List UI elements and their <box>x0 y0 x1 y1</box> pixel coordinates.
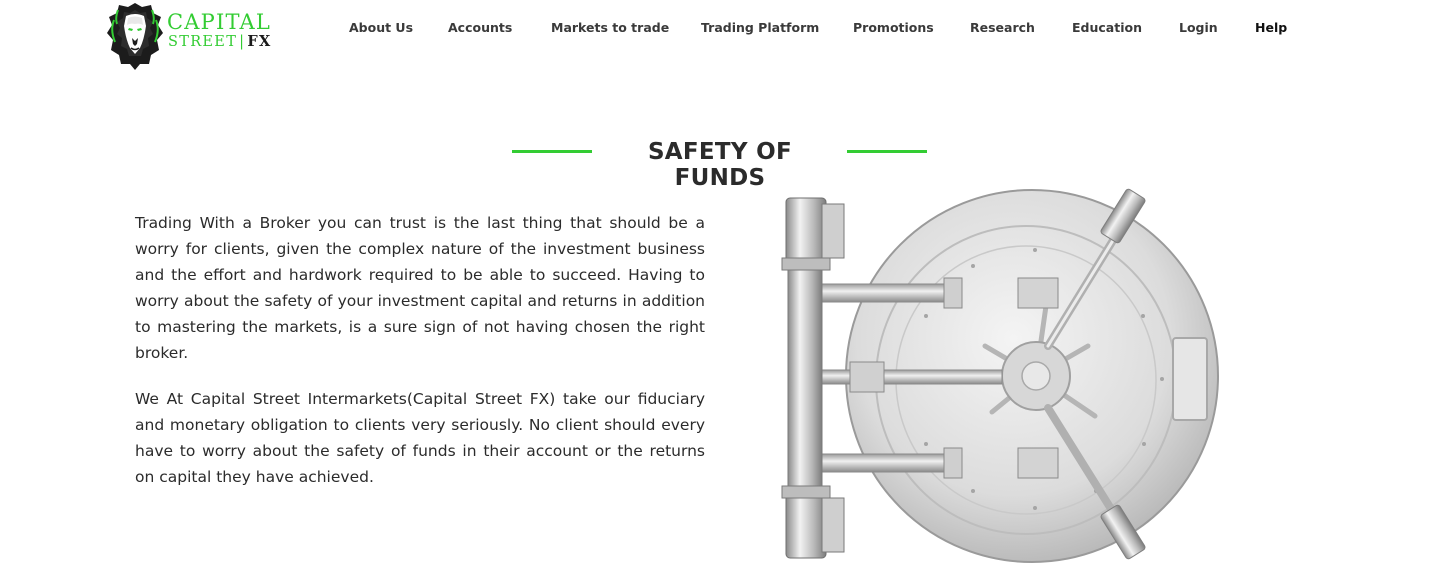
nav-education[interactable]: Education <box>1072 20 1142 35</box>
brand-name-fx: FX <box>247 33 272 50</box>
brand-name-street-fx <box>168 35 272 50</box>
nav-promotions[interactable]: Promotions <box>853 20 934 35</box>
brand-separator: | <box>239 34 246 50</box>
title-divider-left <box>512 150 592 153</box>
nav-markets-to-trade[interactable]: Markets to trade <box>551 20 670 35</box>
brand-name-capital: CAPITAL <box>167 10 272 34</box>
site-header <box>0 0 1440 72</box>
brand-name-street: STREET <box>168 34 238 50</box>
vault-door-image <box>730 186 1330 586</box>
nav-about-us[interactable]: About Us <box>349 20 414 35</box>
nav-trading-platform[interactable]: Trading Platform <box>701 20 820 35</box>
nav-accounts[interactable]: Accounts <box>448 20 513 35</box>
brand-logo[interactable] <box>106 0 271 72</box>
nav-login[interactable]: Login <box>1179 20 1218 35</box>
title-divider-right <box>847 150 927 153</box>
lion-logo-icon <box>106 0 164 72</box>
nav-help[interactable]: Help <box>1255 20 1288 35</box>
intro-paragraph: Trading With a Broker you can trust is the last thing that should be a worry for clients, given the complex nature of the investment business and the effort and hardwork required to be able to succeed. Having to worry about the safety of your investment capital and returns in addition to mastering the markets, is a sure sign of not having chosen the right broker. <box>135 214 705 362</box>
nav-research[interactable]: Research <box>970 20 1035 35</box>
section-title: SAFETY OF FUNDS <box>647 139 793 191</box>
fiduciary-paragraph: We At Capital Street Intermarkets(Capital Street FX) take our fiduciary and monetary obligation to clients very seriously. No client should every have to worry about the safety of funds in their account or the returns on capital they have achieved. <box>135 390 705 486</box>
